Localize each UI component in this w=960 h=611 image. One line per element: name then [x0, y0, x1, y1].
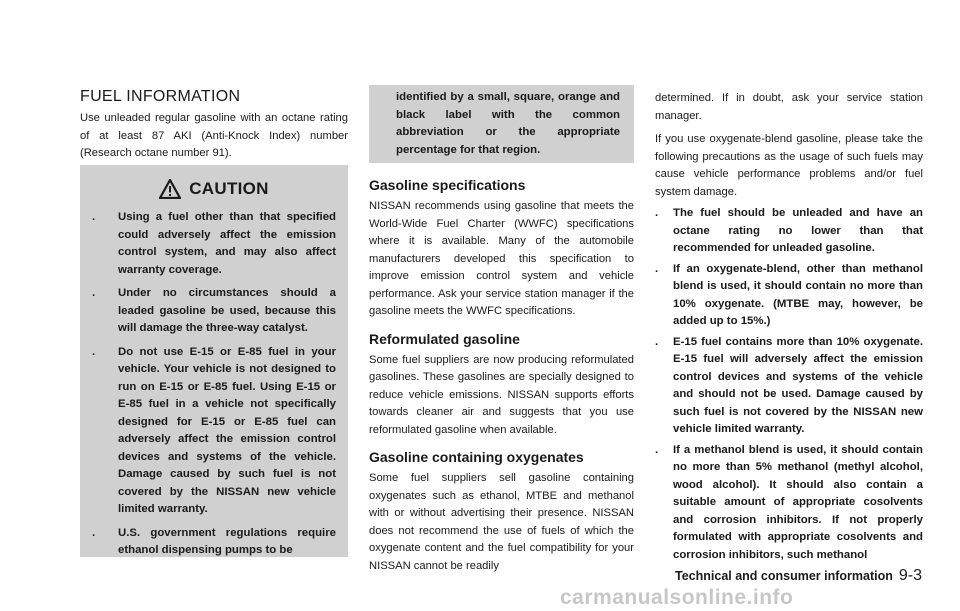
caution-item: . Do not use E-15 or E-85 fuel in your vehicle. Your vehicle is not designed to run on E-15 or E-85 fuel. Using E-15 or E-85 fuel in a vehicle not specifically designed for E-15 or E-85 fuel can adversely affect the emission control devices and systems of the vehicle. Damage caused by such fuel is not covered by the NISSAN new vehicle limited warranty.	[92, 345, 336, 515]
page-number: 9-3	[898, 567, 922, 584]
caution-box	[80, 165, 348, 557]
bullet: .	[655, 335, 659, 348]
oxygenates-text-continued: determined. If in doubt, ask your service station manager.	[655, 92, 923, 122]
page-footer	[672, 567, 922, 585]
bullet: .	[92, 287, 96, 299]
warning-triangle-icon	[159, 179, 181, 199]
oxygenates-heading: Gasoline containing oxygenates	[369, 449, 584, 465]
bullet: .	[92, 211, 96, 223]
watermark: carmanualsonline.info	[560, 586, 794, 609]
reformulated-gasoline-heading: Reformulated gasoline	[369, 330, 520, 347]
bullet: .	[92, 345, 96, 358]
footer-label: Technical and consumer information	[675, 569, 893, 583]
oxygenates-text: Some fuel suppliers sell gasoline containing oxygenates such as ethanol, MTBE and methanol with or without advertising their presence. NISSAN does not recommend the use of fuels of which the oxygenate content and the fuel compatibility for your NISSAN cannot be readily	[369, 472, 634, 572]
bullet: .	[655, 207, 659, 219]
caution-heading: CAUTION	[189, 179, 269, 198]
caution-box-continued	[369, 85, 634, 163]
caution-item: . Using a fuel other than that specified could adversely affect the emission control system, and may also affect warranty coverage.	[92, 211, 336, 276]
bullet: .	[655, 443, 659, 456]
precautions-list	[655, 205, 923, 564]
gasoline-specifications-heading: Gasoline specifications	[369, 177, 526, 193]
caution-item: . Under no circumstances should a leaded gasoline be used, because this will damage the three-way catalyst.	[92, 287, 336, 334]
precautions-intro: If you use oxygenate-blend gasoline, please take the following precautions as the usage of such fuels may cause vehicle performance problems and/or fuel system damage.	[655, 133, 923, 198]
precaution-item: . If an oxygenate-blend, other than methanol blend is used, it should contain no more than 10% oxygenate. (MTBE may, however, be added up to 15%.)	[655, 262, 923, 327]
gasoline-specifications-text: NISSAN recommends using gasoline that meets the World-Wide Fuel Charter (WWFC) specifications where it is available. Many of the automobile manufacturers developed this specification to improve emission control system and vehicle performance. Ask your service station manager if the gasoline meets the WWFC specifications.	[369, 200, 634, 317]
precaution-item: . E-15 fuel contains more than 10% oxygenate. E-15 fuel will adversely affect the emission control devices and systems of the vehicle and should not be used. Damage caused by such fuel is not covered by the NISSAN new vehicle limited warranty.	[655, 335, 923, 435]
bullet: .	[655, 262, 659, 275]
intro-paragraph: Use unleaded regular gasoline with an octane rating of at least 87 AKI (Anti-Knock Index) number (Research octane number 91).	[80, 112, 348, 159]
caution-header	[80, 179, 348, 199]
precaution-item: . If a methanol blend is used, it should contain no more than 5% methanol (methyl alcohol, wood alcohol). It should also contain a suitable amount of appropriate cosolvents and corrosion inhibitors. If not properly formulated with appropriate cosolvents and corrosion inhibitors, such methanol	[655, 443, 923, 561]
column-3	[655, 90, 923, 564]
precaution-item: . The fuel should be unleaded and have an octane rating no lower than that recommended for unleaded gasoline.	[655, 207, 923, 254]
column-2	[369, 176, 634, 575]
reformulated-gasoline-text: Some fuel suppliers are now producing reformulated gasolines. These gasolines are specially designed to reduce vehicle emissions. NISSAN supports efforts towards cleaner air and suggests that you use reformulated gasoline when available.	[369, 353, 634, 436]
caution-list	[92, 209, 348, 566]
section-title: FUEL INFORMATION	[80, 88, 241, 105]
bullet: .	[92, 526, 96, 539]
caution-continued-text: identified by a small, square, orange and black label with the common abbreviation or the appropriate percentage for that region.	[396, 91, 620, 156]
caution-item: . U.S. government regulations require ethanol dispensing pumps to be	[92, 526, 336, 556]
